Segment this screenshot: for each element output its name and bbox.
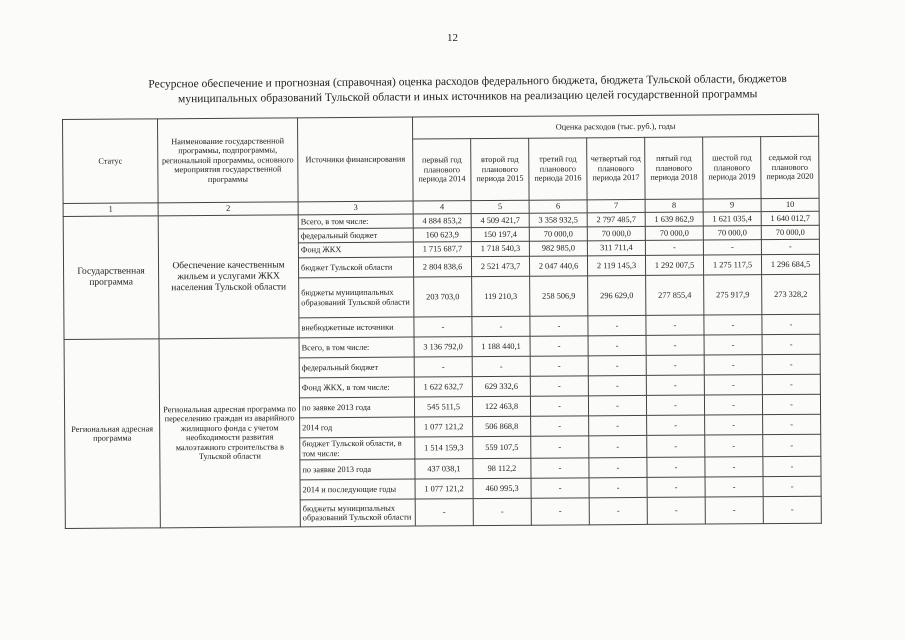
funding-source-cell: бюджет Тульской области [298, 257, 413, 278]
value-cell: - [704, 335, 762, 355]
value-cell: 1 715 687,7 [413, 242, 471, 257]
value-cell: 1 077 121,2 [415, 417, 473, 437]
value-cell: 70 000,0 [529, 227, 587, 241]
value-cell: - [762, 394, 820, 414]
col-number: 4 [413, 201, 471, 214]
value-cell: 1 718 540,3 [471, 241, 529, 256]
value-cell: - [589, 457, 647, 477]
value-cell: 506 868,8 [473, 416, 531, 436]
value-cell: 70 000,0 [645, 226, 703, 240]
funding-source-cell: Фонд ЖКХ [298, 242, 413, 258]
value-cell: 98 112,2 [473, 458, 531, 478]
value-cell: - [646, 355, 704, 375]
value-cell: 2 804 838,6 [413, 257, 471, 277]
value-cell: 629 332,6 [472, 376, 530, 396]
value-cell: - [763, 476, 821, 496]
status-cell: Региональная адресная программа [64, 339, 160, 529]
value-cell: 2 521 473,7 [471, 256, 529, 276]
table-header [63, 114, 820, 216]
value-cell: 1 639 862,9 [645, 212, 703, 226]
funding-source-cell: бюджеты муниципальных образований Тульской области [300, 499, 415, 527]
value-cell: 1 292 007,5 [645, 255, 703, 275]
value-cell: - [531, 416, 589, 436]
value-cell: - [704, 315, 762, 335]
col-number: 6 [529, 200, 587, 213]
value-cell: - [530, 376, 588, 396]
value-cell: 545 511,5 [414, 397, 472, 417]
value-cell: 160 623,9 [413, 228, 471, 242]
value-cell: 273 328,2 [762, 274, 820, 314]
value-cell: - [763, 456, 821, 476]
value-cell: 437 038,1 [415, 459, 473, 479]
value-cell: 311 711,4 [587, 240, 645, 255]
col-number: 8 [645, 199, 703, 212]
header-year-3: третий год планового периода 2016 [529, 138, 587, 200]
funding-source-cell: внебюджетные источники [299, 317, 414, 338]
value-cell: 2 119 145,3 [587, 255, 645, 275]
value-cell: 277 855,4 [646, 275, 704, 315]
value-cell: - [588, 355, 646, 375]
document-title [95, 71, 840, 108]
header-year-5: пятый год планового периода 2018 [645, 137, 703, 199]
title-line-2: муниципальных образований Тульской области и иных источников на реализацию целей государственной программы [177, 88, 758, 106]
value-cell: - [647, 457, 705, 477]
value-cell: - [704, 375, 762, 395]
value-cell: 119 210,3 [472, 276, 530, 316]
value-cell: 70 000,0 [761, 225, 819, 239]
value-cell: 2 047 440,6 [529, 256, 587, 276]
value-cell: - [588, 395, 646, 415]
header-sources: Источники финансирования [297, 117, 413, 202]
title-line-1: Ресурсное обеспечение и прогнозная (справочная) оценка расходов федерального бюджета, бюджета Тульской области, бюджетов [148, 72, 787, 91]
value-cell: - [647, 415, 705, 435]
value-cell: - [589, 415, 647, 435]
value-cell: 2 797 485,7 [587, 212, 645, 226]
value-cell: - [646, 375, 704, 395]
value-cell: - [530, 396, 588, 416]
value-cell: - [415, 499, 473, 526]
value-cell: - [473, 498, 531, 525]
value-cell: - [646, 395, 704, 415]
value-cell: 1 296 684,5 [761, 254, 819, 274]
funding-source-cell: федеральный бюджет [298, 228, 413, 243]
value-cell: - [645, 240, 703, 255]
value-cell: - [588, 375, 646, 395]
value-cell: - [703, 240, 761, 255]
status-cell: Государственная программа [63, 216, 159, 340]
value-cell: - [531, 478, 589, 498]
value-cell: 122 463,8 [472, 396, 530, 416]
header-year-2: второй год планового периода 2015 [471, 138, 529, 200]
value-cell: 4 509 421,7 [471, 213, 529, 227]
funding-source-cell: Всего, в том числе: [298, 214, 413, 229]
value-cell: - [763, 414, 821, 434]
value-cell: 1 622 632,7 [414, 377, 472, 397]
funding-source-cell: федеральный бюджет [299, 357, 414, 378]
value-cell: 70 000,0 [703, 226, 761, 240]
value-cell: 275 917,9 [704, 275, 762, 315]
value-cell: - [762, 354, 820, 374]
resource-table [62, 114, 822, 529]
value-cell: - [646, 335, 704, 355]
header-name: Наименование государственной программы, подпрограммы, региональной программы, основного мероприятия государственной программы [158, 118, 299, 203]
value-cell: - [763, 496, 821, 523]
col-number: 10 [761, 198, 819, 211]
funding-source-cell: бюджет Тульской области, в том числе: [300, 437, 415, 460]
col-number: 2 [158, 202, 298, 216]
value-cell: - [589, 497, 647, 524]
resource-table-wrap [62, 114, 822, 529]
value-cell: - [531, 436, 589, 458]
value-cell: 150 197,4 [471, 227, 529, 241]
value-cell: - [704, 395, 762, 415]
funding-source-cell: по заявке 2013 года [300, 459, 415, 480]
value-cell: - [414, 357, 472, 377]
header-year-1: первый год планового периода 2014 [413, 139, 471, 201]
value-cell: 1 275 117,5 [703, 255, 761, 275]
value-cell: 460 995,3 [473, 478, 531, 498]
value-cell: - [705, 497, 763, 524]
value-cell: 1 640 012,7 [761, 211, 819, 225]
header-estimate: Оценка расходов (тыс. руб.), годы [412, 114, 818, 139]
value-cell: - [763, 434, 821, 456]
value-cell: - [531, 498, 589, 525]
value-cell: 258 506,9 [530, 276, 588, 316]
header-year-4: четвертый год планового периода 2017 [587, 137, 645, 199]
page-number: 12 [447, 32, 458, 44]
col-number: 9 [703, 199, 761, 212]
value-cell: - [762, 314, 820, 334]
col-number: 7 [587, 199, 645, 212]
value-cell: - [589, 435, 647, 457]
value-cell: - [530, 316, 588, 336]
value-cell: - [705, 415, 763, 435]
value-cell: - [589, 477, 647, 497]
value-cell: 1 621 035,4 [703, 212, 761, 226]
value-cell: 1 188 440,1 [472, 336, 530, 356]
value-cell: - [704, 355, 762, 375]
value-cell: - [472, 316, 530, 336]
value-cell: 1 514 159,3 [415, 437, 473, 459]
value-cell: - [588, 335, 646, 355]
value-cell: 3 136 792,0 [414, 337, 472, 357]
value-cell: 70 000,0 [587, 226, 645, 240]
funding-source-cell: 2014 год [300, 417, 415, 438]
col-number: 3 [298, 201, 413, 215]
col-number: 5 [471, 200, 529, 213]
value-cell: - [414, 317, 472, 337]
value-cell: 1 077 121,2 [415, 479, 473, 499]
header-year-7: седьмой год планового периода 2020 [761, 136, 819, 198]
value-cell: - [762, 374, 820, 394]
funding-source-cell: 2014 и последующие годы [300, 479, 415, 500]
value-cell: - [472, 356, 530, 376]
value-cell: 559 107,5 [473, 436, 531, 458]
value-cell: - [762, 334, 820, 354]
value-cell: - [531, 458, 589, 478]
funding-source-cell: бюджеты муниципальных образований Тульской области [299, 277, 414, 318]
value-cell: 982 985,0 [529, 241, 587, 256]
value-cell: 3 358 932,5 [529, 213, 587, 227]
value-cell: - [647, 497, 705, 524]
program-name-cell: Обеспечение качественным жильем и услугами ЖКХ населения Тульской области [158, 215, 299, 339]
value-cell: - [705, 477, 763, 497]
value-cell: - [530, 356, 588, 376]
col-number: 1 [63, 203, 158, 217]
value-cell: - [761, 239, 819, 254]
value-cell: 203 703,0 [414, 277, 472, 317]
header-year-6: шестой год планового периода 2019 [703, 137, 761, 199]
program-name-cell: Региональная адресная программа по переселению граждан из аварийного жилищного фонда с учетом необходимости развития малоэтажного строительства в Тульской области [159, 338, 300, 528]
value-cell: 296 629,0 [588, 275, 646, 315]
funding-source-cell: Всего, в том числе: [299, 337, 414, 358]
value-cell: - [647, 477, 705, 497]
table-body [63, 211, 821, 528]
funding-source-cell: по заявке 2013 года [299, 397, 414, 418]
header-status: Статус [63, 119, 159, 204]
funding-source-cell: Фонд ЖКХ, в том числе: [299, 377, 414, 398]
value-cell: - [588, 315, 646, 335]
value-cell: 4 884 853,2 [413, 214, 471, 228]
value-cell: - [646, 315, 704, 335]
value-cell: - [530, 336, 588, 356]
value-cell: - [705, 435, 763, 457]
value-cell: - [647, 435, 705, 457]
value-cell: - [705, 457, 763, 477]
